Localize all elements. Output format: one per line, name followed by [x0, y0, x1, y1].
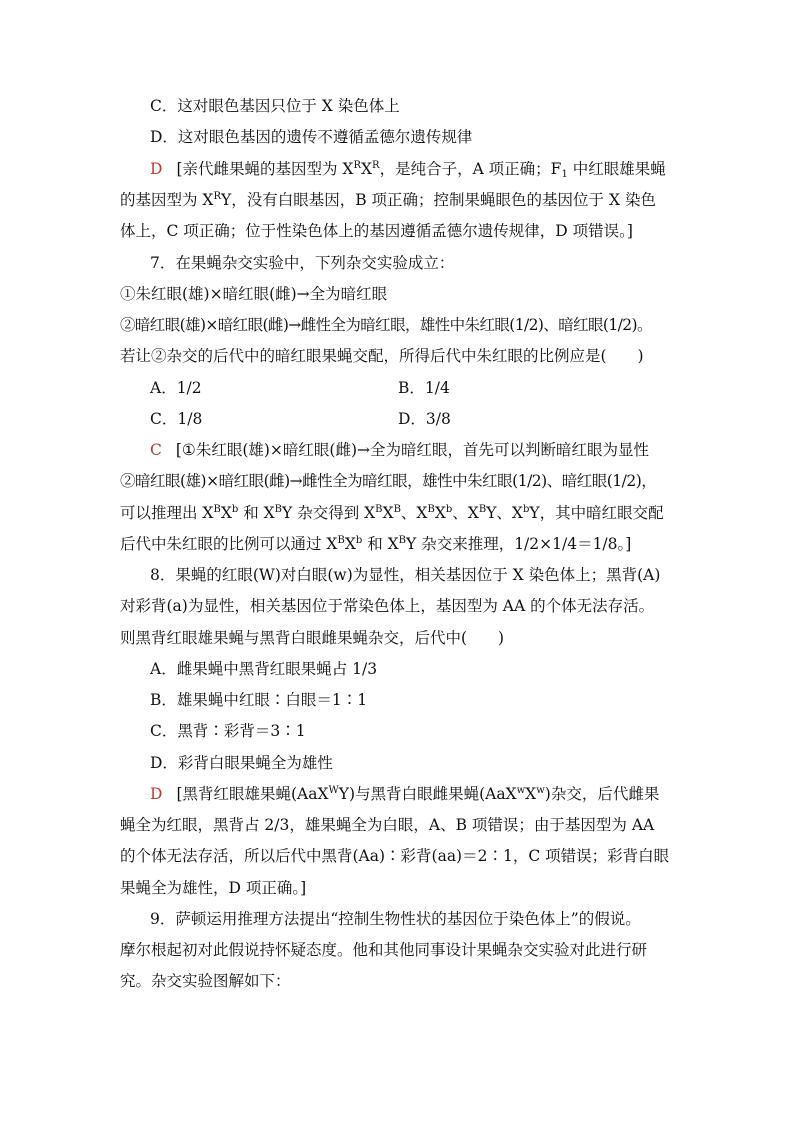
q9-stem-line-1: 9．萨顿运用推理方法提出“控制生物性状的基因位于染色体上”的假说。: [150, 910, 641, 928]
q9-stem-line-2: 摩尔根起初对此假说持怀疑态度。他和其他同事设计果蝇杂交实验对此进行研: [120, 941, 648, 959]
q6-explanation-line-2: 的基因型为 $X^RY$，没有白眼基因，B 项正确；控制果蝇眼色的基因位于 X 染色: [120, 191, 656, 209]
q7-option-d: D．3/8: [398, 410, 451, 428]
q8-option-a: A．雌果蝇中黑背红眼果蝇占 1/3: [150, 660, 378, 678]
q6-explanation-line-3: 体上，C 项正确；位于性染色体上的基因遵循孟德尔遗传规律，D 项错误。]: [120, 222, 633, 240]
q6-option-c: C．这对眼色基因只位于 X 染色体上: [150, 97, 400, 115]
q7-option-c: C．1/8: [150, 410, 203, 428]
q7-stem: 7．在果蝇杂交实验中，下列杂交实验成立：: [150, 254, 455, 272]
q8-option-c: C．黑背∶彩背＝3∶1: [150, 722, 306, 740]
q8-explanation-line-2: 蝇全为红眼，黑背占 2/3，雄果蝇全为白眼，A、B 项错误；由于基因型为 AA: [120, 816, 655, 834]
q6-option-d: D．这对眼色基因的遗传不遵循孟德尔遗传规律: [150, 128, 473, 146]
q8-option-b: B．雄果蝇中红眼∶白眼＝1∶1: [150, 691, 368, 709]
q7-cross-1: ①朱红眼(雄)×暗红眼(雌)→全为暗红眼: [120, 285, 388, 303]
q8-explanation-line-1: D [黑背红眼雄果蝇(AaX$^W$Y)与黑背白眼雌果蝇$(AaX^wX^w)$杂交，后代雌果: [150, 785, 660, 803]
q8-answer-letter: D: [150, 785, 163, 803]
q8-explanation-line-4: 果蝇全为雄性，D 项正确。]: [120, 879, 307, 897]
q6-answer-letter: D: [150, 160, 163, 178]
q8-stem-line-2: 对彩背(a)为显性，相关基因位于常染色体上，基因型为 AA 的个体无法存活。: [120, 597, 655, 615]
q8-stem-line-1: 8．果蝇的红眼(W)对白眼(w)为显性，相关基因位于 X 染色体上；黑背(A): [150, 566, 661, 584]
q7-cross-2: ②暗红眼(雄)×暗红眼(雌)→雌性全为暗红眼，雄性中朱红眼(1/2)、暗红眼(1/2)。: [120, 316, 652, 334]
q7-option-b: B．1/4: [398, 379, 450, 397]
q7-explanation-line-2: ②暗红眼(雄)×暗红眼(雌)→雌性全为暗红眼，雄性中朱红眼(1/2)、暗红眼(1/2)，: [120, 472, 657, 490]
q7-answer-letter: C: [150, 441, 162, 459]
q7-explanation-line-4: 后代中朱红眼的比例可以通过 $X^BX^b$ 和 $X^BY$ 杂交来推理，1/2×1/4＝1/8。]: [120, 535, 632, 553]
q7-option-a: A．1/2: [150, 379, 202, 397]
q6-explanation-line-1: D [亲代雌果蝇的基因型为 $X^RX^R$，是纯合子，A 项正确；$F_1$ 中红眼雄果蝇: [150, 160, 666, 180]
q7-explanation-line-1: C [①朱红眼(雄)×暗红眼(雌)→全为暗红眼，首先可以判断暗红眼为显性: [150, 441, 649, 459]
q9-stem-line-3: 究。杂交实验图解如下：: [120, 972, 291, 990]
q8-explanation-line-3: 的个体无法存活，所以后代中黑背(Aa)∶彩背(aa)＝2∶1，C 项错误；彩背白眼: [120, 847, 670, 865]
q7-explanation-line-3: 可以推理出 $X^BX^b$ 和 $X^BY$ 杂交得到 $X^BX^B$、$X^BX^b$、$X^BY$、$X^bY$，其中暗红眼交配: [120, 504, 664, 522]
q8-option-d: D．彩背白眼果蝇全为雄性: [150, 754, 333, 772]
q7-question: 若让②杂交的后代中的暗红眼果蝇交配，所得后代中朱红眼的比例应是( ): [120, 347, 644, 365]
q8-stem-line-3: 则黑背红眼雄果蝇与黑背白眼雌果蝇杂交，后代中( ): [120, 629, 505, 647]
